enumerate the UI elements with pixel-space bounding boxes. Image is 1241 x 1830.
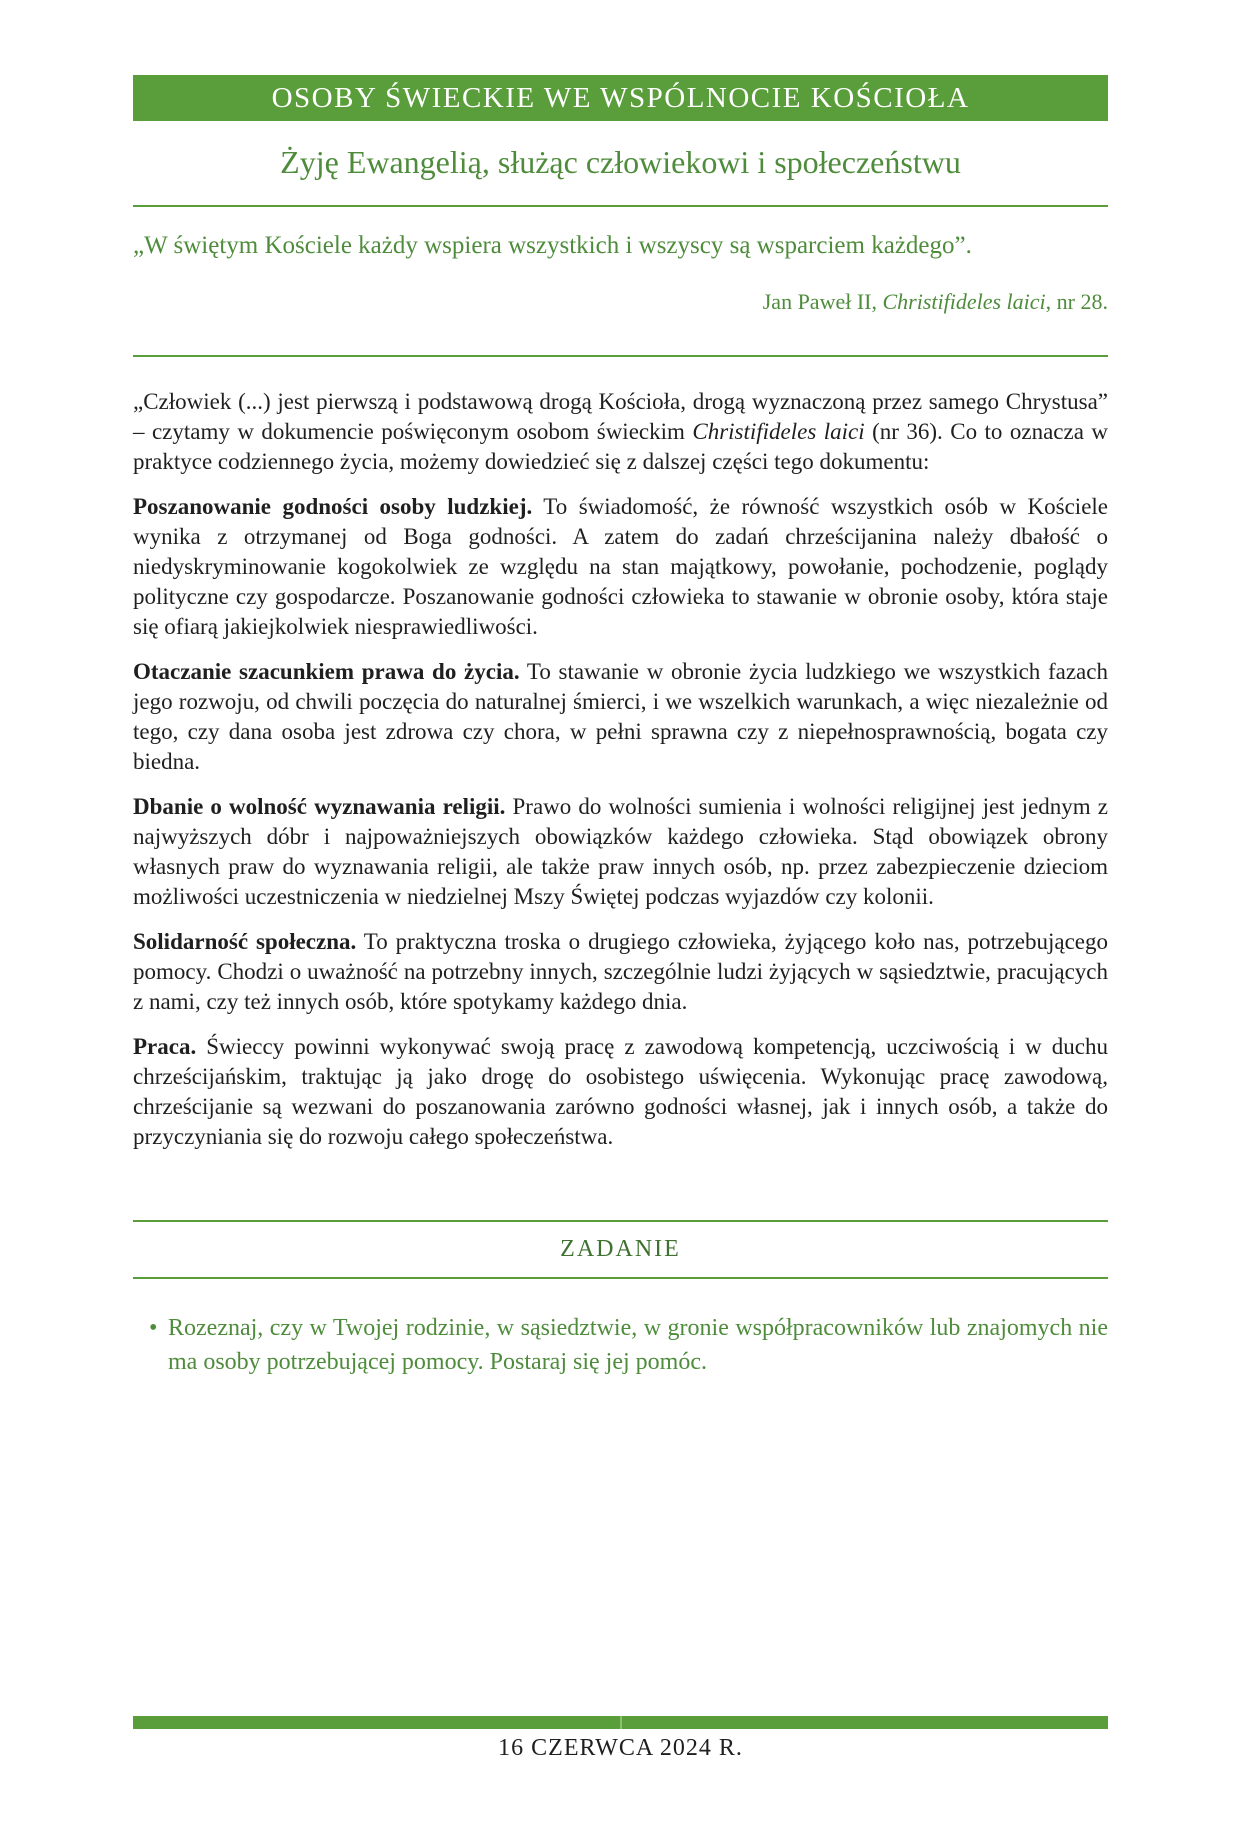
banner bbox=[133, 75, 1108, 121]
attribution-reference: , nr 28. bbox=[1045, 289, 1108, 314]
section-lead: Solidarność społeczna. bbox=[133, 929, 357, 954]
section-lead: Poszanowanie godności osoby ludzkiej. bbox=[133, 494, 533, 519]
quote-text: „W świętym Kościele każdy wspiera wszystkich i wszyscy są wsparciem każdego”. bbox=[133, 232, 972, 259]
footer-date: 16 CZERWCA 2024 R. bbox=[498, 1735, 743, 1761]
footer-bar bbox=[133, 1716, 1108, 1729]
attribution-author: Jan Paweł II, bbox=[762, 289, 883, 314]
divider bbox=[133, 205, 1108, 207]
attribution-work-title: Christifideles laici bbox=[882, 289, 1046, 314]
section-paragraph bbox=[133, 792, 1108, 912]
section-paragraph bbox=[133, 927, 1108, 1017]
intro-text-after: (nr 36). Co to oznacza w praktyce codziennego życia, możemy dowiedzieć się z dalszej części tego dokumentu: bbox=[133, 419, 1108, 474]
divider bbox=[133, 355, 1108, 357]
section-body: Świeccy powinni wykonywać swoją pracę z zawodową kompetencją, uczciwością i w duchu chrześcijańskim, traktując ją jako drogę do osobistego uświęcenia. Wykonując pracę zawodową, chrześcijanie są wezwani do poszanowania zarówno godności własnej, jak i innych osób, a także do przyczyniania się do rozwoju całego społeczeństwa. bbox=[133, 1034, 1108, 1149]
section-body: To świadomość, że równość wszystkich osób w Kościele wynika z otrzymanej od Boga godności. A zatem do zadań chrześcijanina należy dbałość o niedyskryminowanie kogokolwiek ze względu na stan majątkowy, powołanie, pochodzenie, poglądy polityczne czy gospodarcze. Poszanowanie godności człowieka to stawanie w obronie osoby, która staje się ofiarą jakiejkolwiek niesprawiedliwości. bbox=[133, 494, 1108, 639]
section-paragraph bbox=[133, 657, 1108, 777]
section-body: To stawanie w obronie życia ludzkiego we wszystkich fazach jego rozwoju, od chwili poczęcia do naturalnej śmierci, i we wszelkich warunkach, a więc niezależnie od tego, czy dana osoba jest zdrowa czy chora, w pełni sprawna czy z niepełnosprawnością, bogata czy biedna. bbox=[133, 659, 1108, 774]
intro-text: „Człowiek (...) jest pierwszą i podstawową drogą Kościoła, drogą wyznaczoną przez samego Chrystusa” – czytamy w dokumencie poświęconym osobom świeckim bbox=[133, 389, 1108, 444]
divider bbox=[133, 1220, 1108, 1222]
section-paragraph bbox=[133, 492, 1108, 642]
section-body: To praktyczna troska o drugiego człowieka, żyjącego koło nas, potrzebującego pomocy. Chodzi o uważność na potrzebny innych, szczególnie ludzi żyjących w sąsiedztwie, pracujących z nami, czy też innych osób, które spotykamy każdego dnia. bbox=[133, 929, 1108, 1014]
banner-title: OSOBY ŚWIECKIE WE WSPÓLNOCIE KOŚCIOŁA bbox=[271, 81, 970, 114]
page-subtitle: Żyję Ewangelią, służąc człowiekowi i społeczeństwu bbox=[280, 144, 961, 180]
section-paragraph bbox=[133, 1032, 1108, 1152]
footer-bar-segment bbox=[622, 1716, 1109, 1729]
section-body: Prawo do wolności sumienia i wolności religijnej jest jednym z najwyższych dóbr i najpoważniejszych obowiązków każdego człowieka. Stąd obowiązek obrony własnych praw do wyznawania religii, ale także praw innych osób, np. przez zabezpieczenie dzieciom możliwości uczestniczenia w niedzielnej Mszy Świętej podczas wyjazdów czy kolonii. bbox=[133, 794, 1108, 909]
divider bbox=[133, 1277, 1108, 1279]
page-footer bbox=[133, 1716, 1108, 1762]
intro-paragraph bbox=[133, 387, 1108, 477]
footer-bar-segment bbox=[133, 1716, 620, 1729]
section-lead: Praca. bbox=[133, 1034, 197, 1059]
task-heading: ZADANIE bbox=[560, 1236, 681, 1262]
section-lead: Dbanie o wolność wyznawania religii. bbox=[133, 794, 506, 819]
task-list-item bbox=[133, 1311, 1108, 1379]
intro-italic-title: Christifideles laici bbox=[692, 419, 865, 444]
section-lead: Otaczanie szacunkiem prawa do życia. bbox=[133, 659, 520, 684]
quote-attribution bbox=[133, 289, 1108, 315]
bullet-icon: • bbox=[149, 1315, 158, 1341]
page-content bbox=[133, 75, 1108, 1379]
task-item-text: Rozeznaj, czy w Twojej rodzinie, w sąsiedztwie, w gronie współpracowników lub znajomych nie ma osoby potrzebującej pomocy. Postaraj się jej pomóc. bbox=[168, 1315, 1108, 1375]
